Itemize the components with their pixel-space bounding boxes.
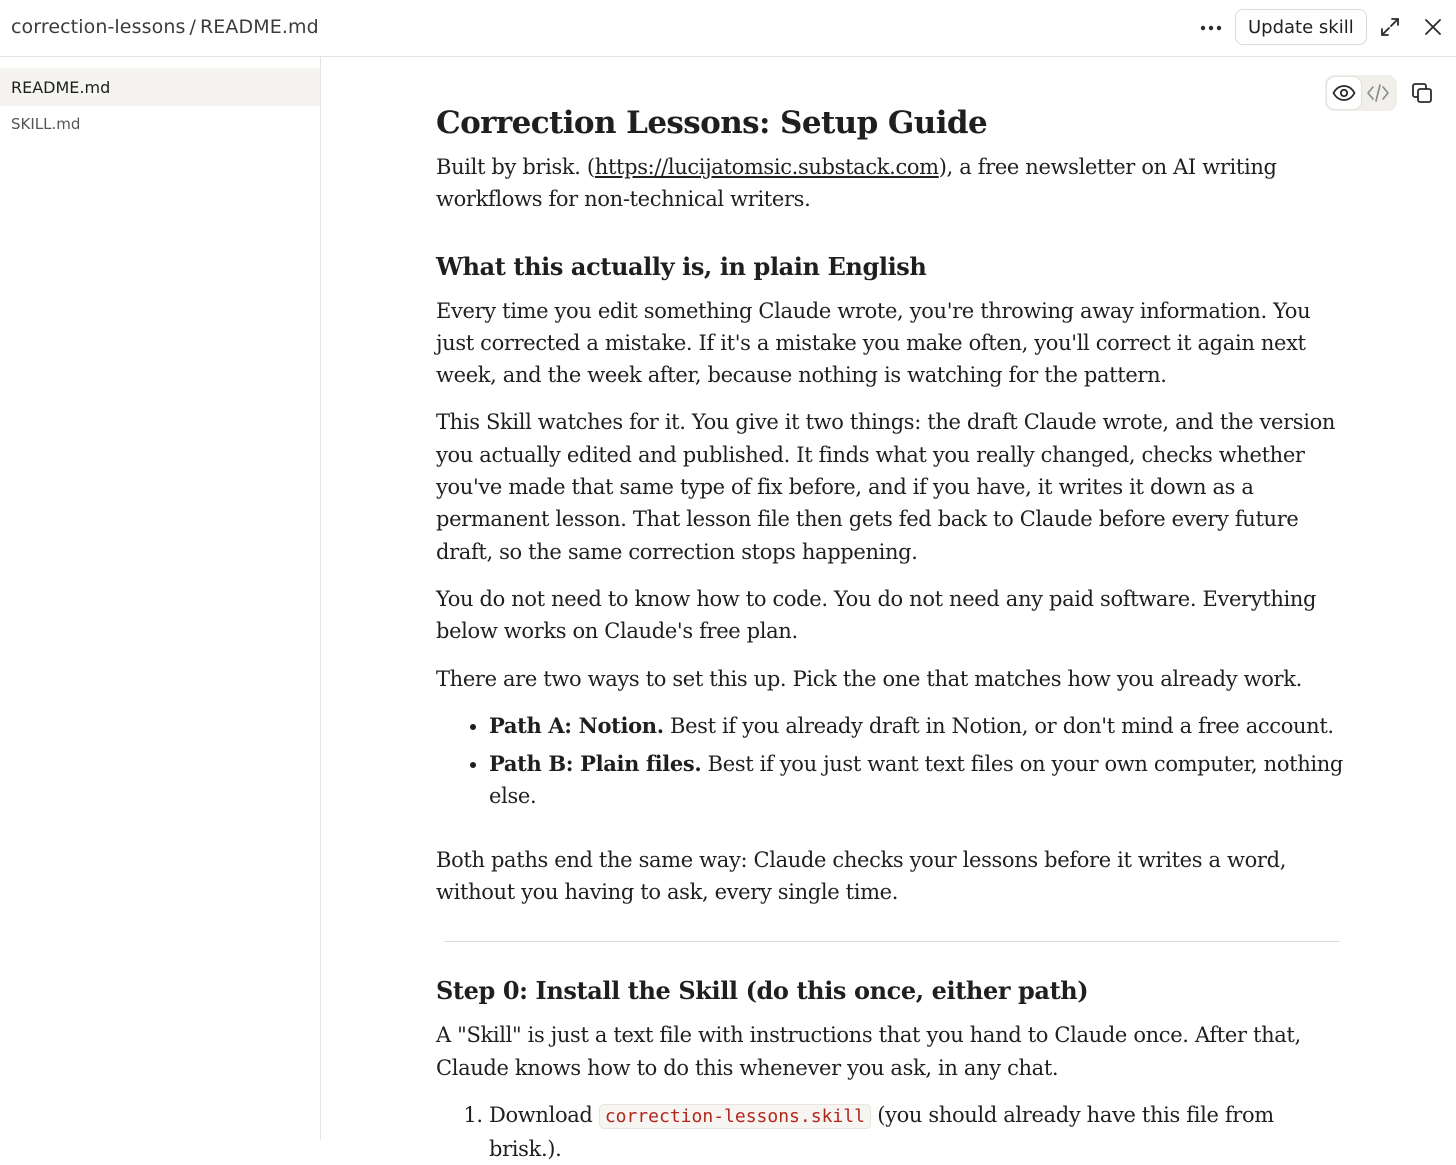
newsletter-link[interactable]: https://lucijatomsic.substack.com bbox=[594, 155, 939, 179]
step1-text-before: Download bbox=[489, 1103, 599, 1128]
section-divider bbox=[444, 941, 1340, 942]
file-sidebar bbox=[0, 57, 321, 1140]
close-icon bbox=[1424, 18, 1442, 36]
sidebar-item-readme[interactable] bbox=[0, 68, 320, 106]
close-button[interactable] bbox=[1419, 13, 1447, 41]
list-item bbox=[489, 710, 1351, 742]
paragraph-2: This Skill watches for it. You give it two things: the draft Claude wrote, and the version you actually edited and published. It finds what you really changed, checks whether you've made that same type of fix before, and if you have, it writes it down as a permanent lesson. That lesson file then gets fed back to Claude before every future draft, so the same correction stops happening. bbox=[436, 410, 1336, 564]
code-toggle-button[interactable] bbox=[1361, 77, 1395, 109]
list-item bbox=[489, 1099, 1351, 1165]
section-heading-what: What this actually is, in plain English bbox=[436, 251, 927, 281]
path-a-text: Best if you already draft in Notion, or don't mind a free account. bbox=[663, 713, 1334, 738]
code-icon bbox=[1366, 83, 1390, 103]
markdown-preview bbox=[436, 100, 1351, 1165]
paragraph-4: There are two ways to set this up. Pick the one that matches how you already work. bbox=[436, 666, 1302, 691]
paragraph-3: You do not need to know how to code. You do not need any paid software. Everything below works on Claude's free plan. bbox=[436, 586, 1317, 644]
skill-filename-code: correction-lessons.skill bbox=[599, 1104, 871, 1129]
sidebar-item-label: README.md bbox=[11, 77, 111, 97]
copy-icon bbox=[1411, 82, 1433, 104]
path-b-text: Best if you just want text files on your own computer, nothing else. bbox=[489, 751, 1344, 808]
paragraph-6: A "Skill" is just a text file with instructions that you hand to Claude once. After that, Claude knows how to do this whenever you ask, in any chat. bbox=[436, 1023, 1301, 1080]
paragraph-1: Every time you edit something Claude wrote, you're throwing away information. You just corrected a mistake. If it's a mistake you make often, you'll correct it again next week, and the week after, because nothing is watching for the pattern. bbox=[436, 298, 1311, 388]
sidebar-item-skill[interactable] bbox=[0, 106, 320, 142]
more-options-button[interactable] bbox=[1196, 14, 1226, 42]
paragraph-5: Both paths end the same way: Claude checks your lessons before it writes a word, without you having to ask, every single time. bbox=[436, 847, 1287, 905]
intro-text-after: ), a free newsletter on AI writing workflows for non-technical writers. bbox=[436, 155, 1277, 212]
ellipsis-icon bbox=[1200, 25, 1222, 31]
breadcrumb bbox=[11, 16, 319, 38]
sidebar-item-label: SKILL.md bbox=[11, 115, 81, 133]
update-skill-button[interactable]: Update skill bbox=[1235, 9, 1367, 45]
intro-paragraph bbox=[436, 151, 1351, 216]
copy-button[interactable] bbox=[1407, 78, 1437, 108]
path-b-label: Path B: Plain files. bbox=[489, 750, 702, 776]
breadcrumb-file: README.md bbox=[199, 16, 319, 38]
breadcrumb-separator: / bbox=[189, 16, 196, 38]
path-a-label: Path A: Notion. bbox=[489, 712, 664, 738]
doc-title: Correction Lessons: Setup Guide bbox=[436, 105, 988, 141]
expand-icon bbox=[1379, 16, 1401, 38]
section-heading-step0: Step 0: Install the Skill (do this once, either path) bbox=[436, 976, 1089, 1006]
paths-list bbox=[436, 710, 1351, 812]
breadcrumb-folder[interactable]: correction-lessons bbox=[11, 16, 186, 38]
step1-text-after: (you should already have this file from brisk.). bbox=[489, 1103, 1274, 1162]
top-bar bbox=[0, 0, 1456, 57]
expand-button[interactable] bbox=[1376, 13, 1404, 41]
steps-list bbox=[436, 1099, 1351, 1165]
intro-text-before: Built by brisk. ( bbox=[436, 155, 595, 179]
list-item bbox=[489, 748, 1351, 812]
